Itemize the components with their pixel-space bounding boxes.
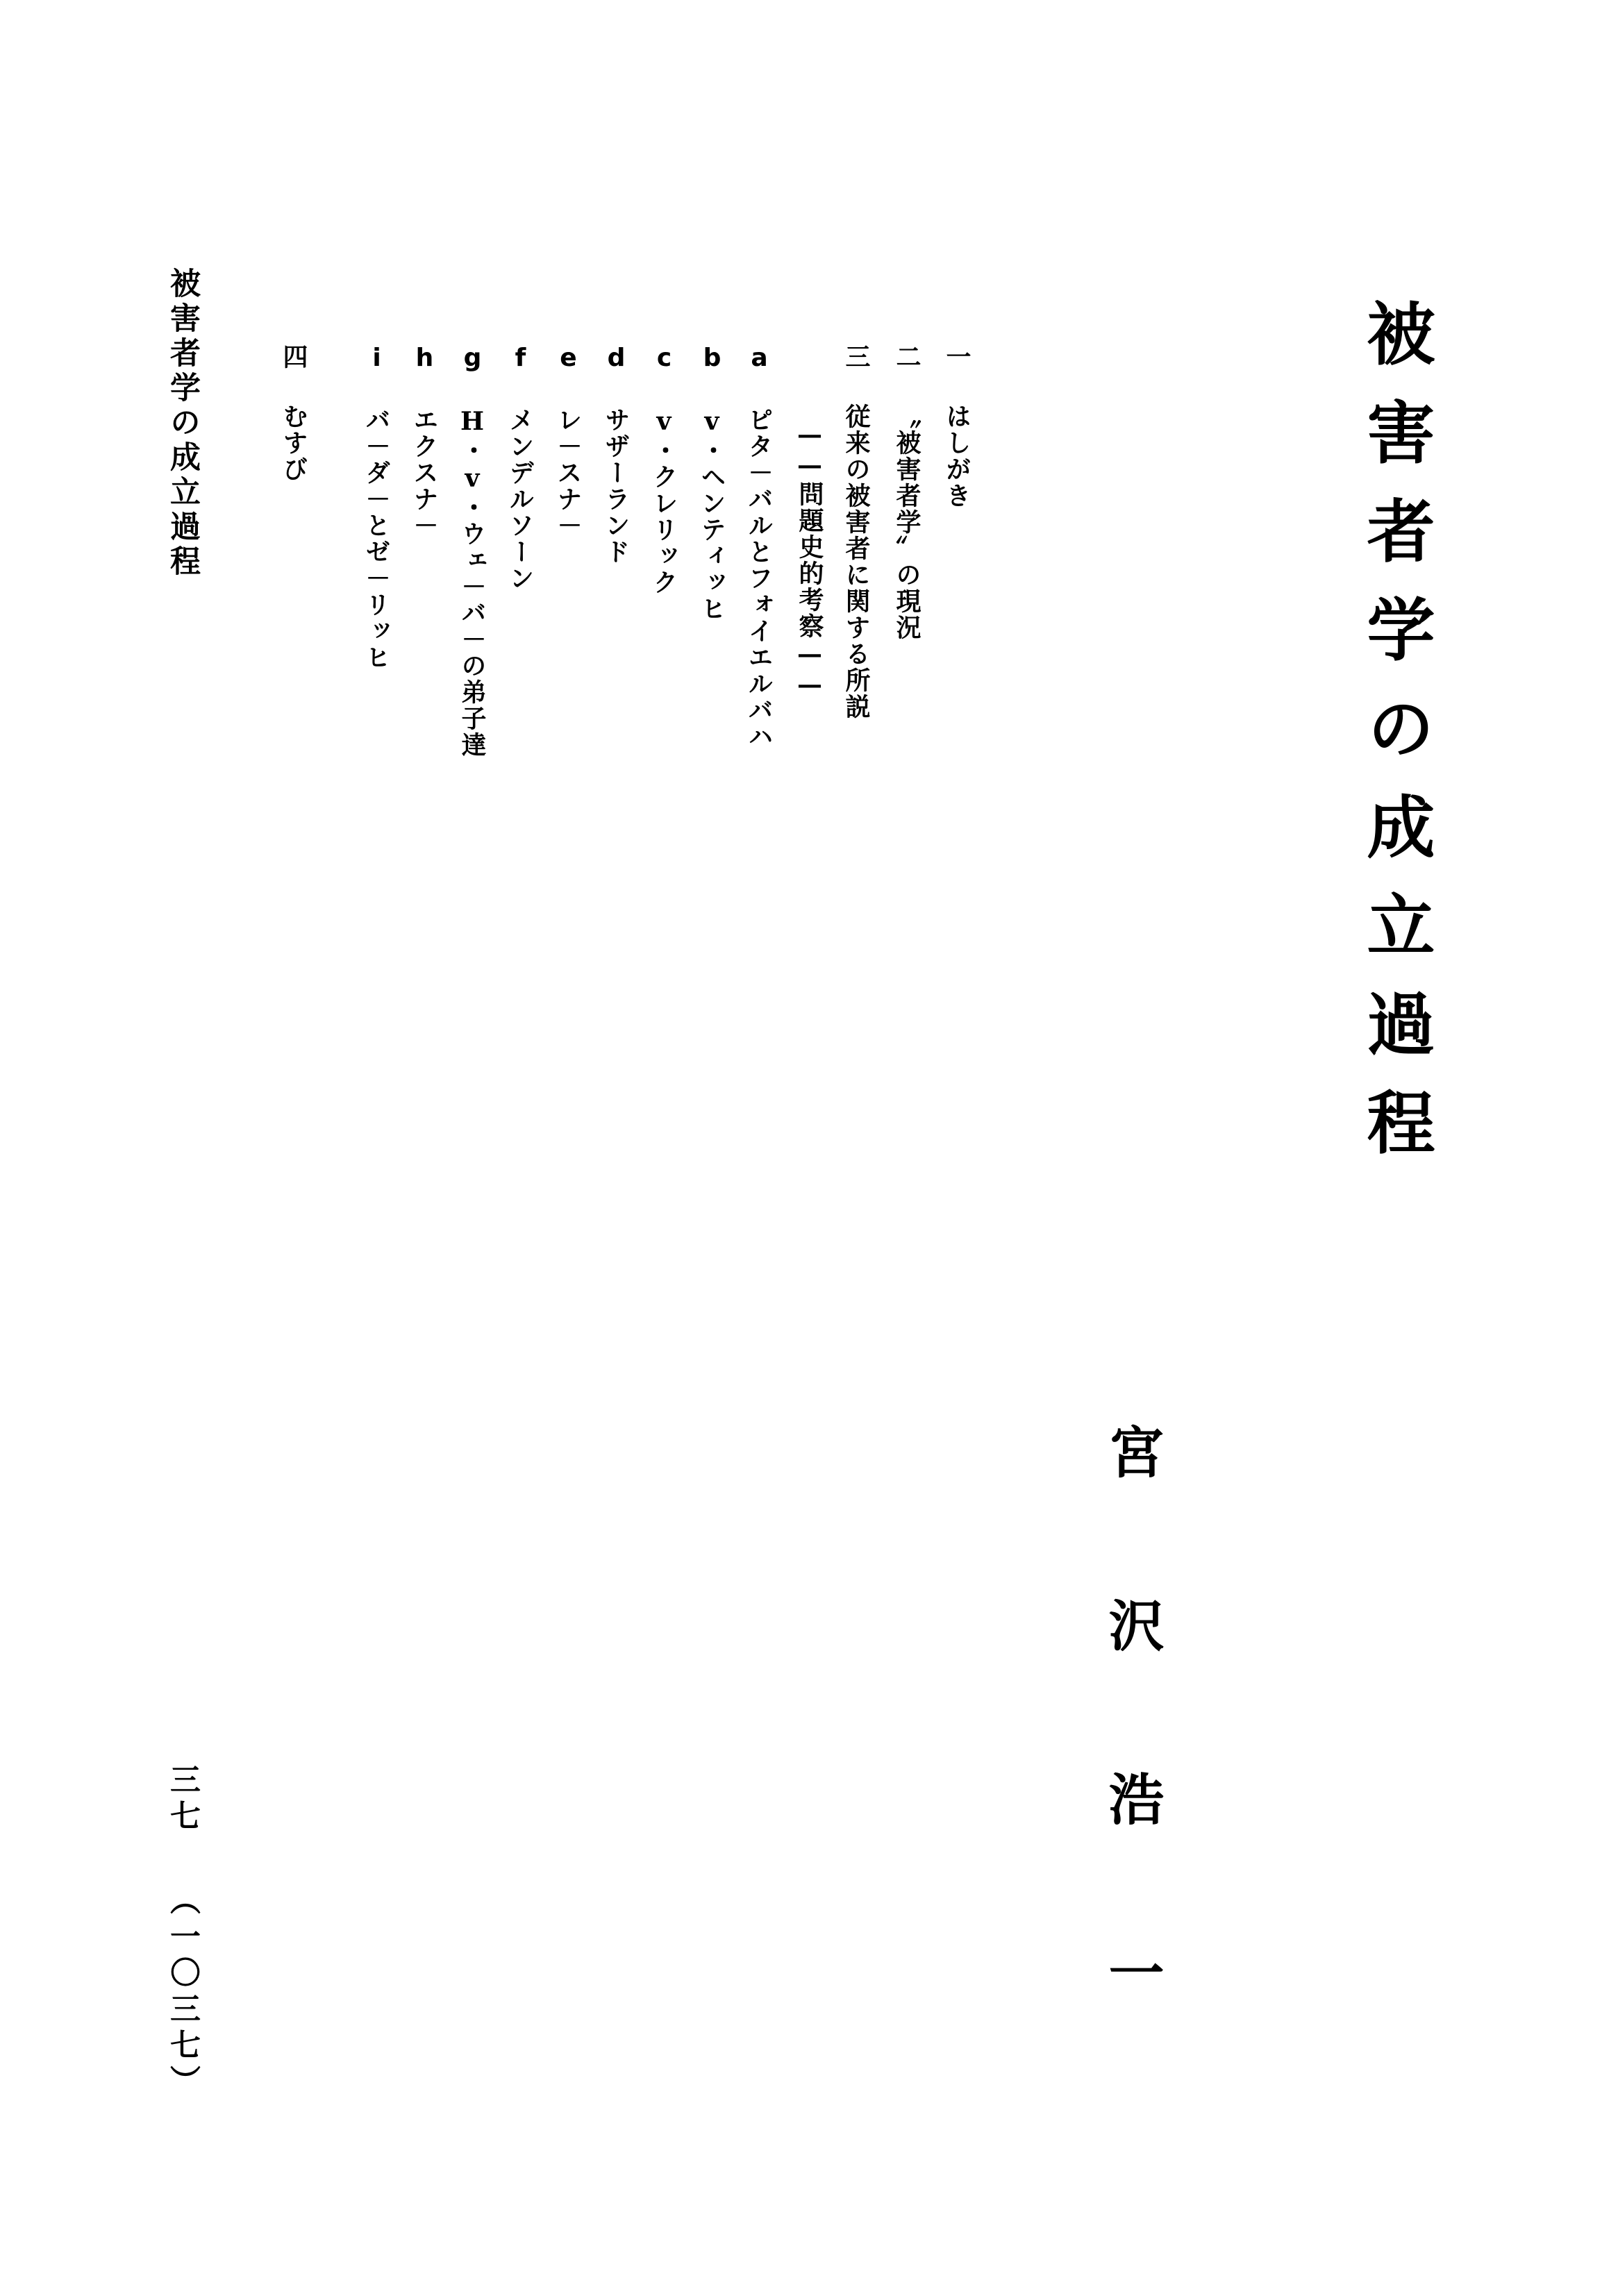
toc-item-number: 一 — [942, 344, 971, 370]
toc-subitem-f — [508, 344, 533, 592]
page-title: 被害者学の成立過程 — [1356, 299, 1435, 1186]
page-number: 三七 — [165, 1763, 200, 1836]
toc-subitem-e — [553, 344, 583, 539]
toc-item-2 — [894, 344, 919, 641]
table-of-contents — [274, 344, 996, 969]
toc-subitem-letter: f — [506, 344, 535, 374]
toc-subitem-label: ピタ－バルとフォイエルバハ — [744, 407, 774, 750]
toc-item-3-subtitle: ——問題史的考察—— — [795, 420, 824, 701]
toc-subitem-letter: h — [410, 344, 439, 374]
toc-item-label: 〝被害者学〟の現況 — [892, 403, 921, 641]
toc-item-3 — [844, 344, 869, 720]
toc-subitem-h — [412, 344, 437, 539]
toc-subitem-label: v・ヘンティッヒ — [697, 407, 726, 622]
toc-subitem-letter: g — [458, 344, 487, 374]
toc-subitem-c — [651, 344, 676, 596]
toc-subitem-letter: c — [650, 344, 678, 374]
toc-item-1 — [944, 344, 969, 509]
toc-subitem-label: H・v・ウェ－バ－の弟子達 — [458, 407, 487, 758]
toc-subitem-letter: e — [554, 344, 583, 374]
toc-subitem-letter: b — [698, 344, 726, 374]
toc-subitem-label: レ－スナ－ — [553, 407, 583, 539]
toc-item-4 — [281, 344, 306, 483]
toc-subitem-label: エクスナ－ — [410, 407, 439, 539]
toc-subitem-i — [364, 344, 389, 671]
toc-subitem-label: サザーランド — [601, 407, 631, 565]
toc-item-number: 四 — [279, 344, 308, 370]
toc-subitem-label: メンデルソーン — [506, 407, 535, 592]
toc-item-label: はしがき — [942, 403, 971, 509]
toc-item-label: 従来の被害者に関する所説 — [842, 403, 871, 720]
toc-subitem-d — [601, 344, 631, 565]
toc-subitem-a — [744, 344, 774, 750]
cumulative-page-number: （一〇三七） — [165, 1884, 200, 2101]
toc-subitem-label: v・クレリック — [649, 407, 678, 596]
toc-item-number: 三 — [842, 344, 871, 370]
page-folio — [165, 1763, 200, 2101]
author-name: 宮沢浩一 — [1099, 1423, 1165, 2118]
toc-subitem-label: バ－ダ－とゼ－リッヒ — [362, 407, 391, 671]
running-head: 被害者学の成立過程 — [165, 267, 200, 580]
toc-subitem-letter: d — [602, 344, 631, 374]
toc-subitem-g — [460, 344, 485, 758]
toc-subitem-letter: i — [362, 344, 391, 374]
toc-item-label: むすび — [279, 403, 308, 483]
toc-subitem-b — [699, 344, 724, 622]
toc-item-number: 二 — [892, 344, 921, 370]
toc-subitem-letter: a — [745, 344, 774, 374]
